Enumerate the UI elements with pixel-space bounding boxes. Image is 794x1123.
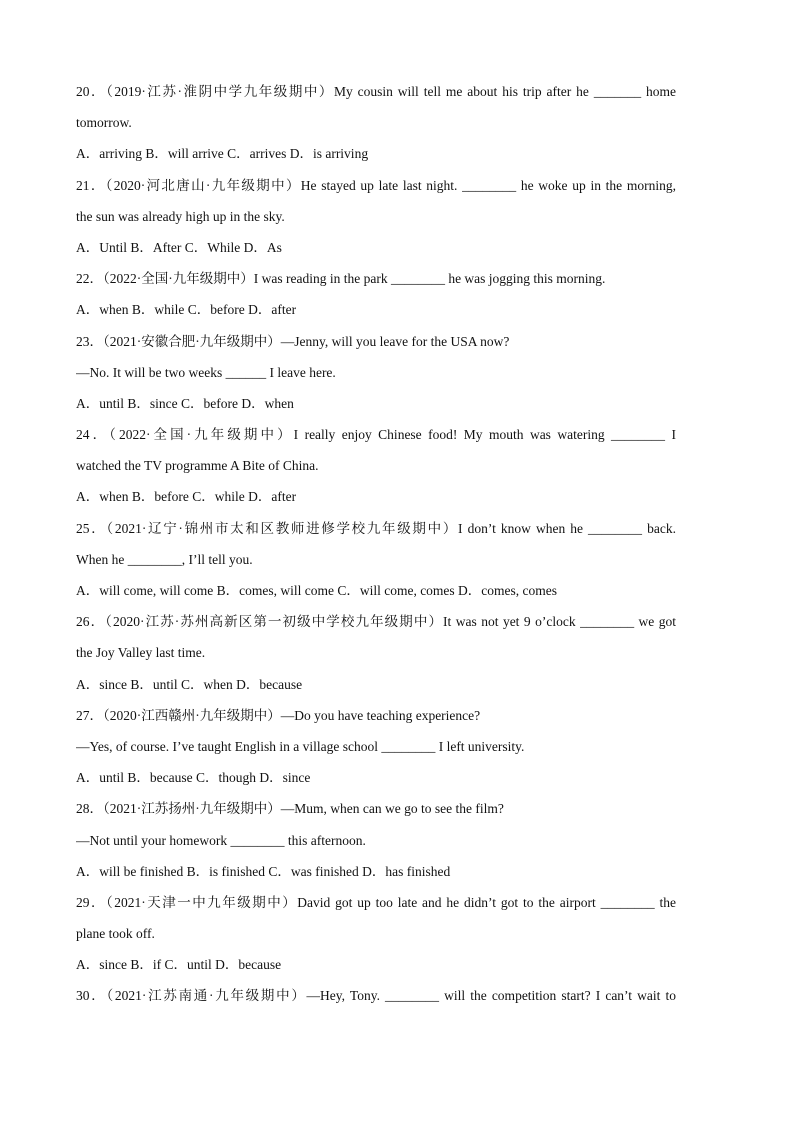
question-stem: —No. It will be two weeks ______ I leave here. bbox=[76, 364, 336, 380]
question-page bbox=[76, 76, 676, 1012]
question-stem: plane took off. bbox=[76, 926, 155, 942]
question-26 bbox=[76, 606, 676, 700]
question-stem: 21．（2020·河北唐山·九年级期中）He stayed up late last night. ________ he woke up in the morning, bbox=[76, 177, 676, 193]
question-stem: —Yes, of course. I’ve taught English in a village school ________ I left university. bbox=[76, 738, 525, 754]
question-stem: the sun was already high up in the sky. bbox=[76, 208, 285, 224]
answer-options: A．will come, will come B．comes, will come C．will come, comes D．comes, comes bbox=[76, 583, 558, 598]
question-stem: 25．（2021·辽宁·锦州市太和区教师进修学校九年级期中）I don’t know when he ________ back. bbox=[76, 520, 676, 536]
question-stem: 28．（2021·江苏扬州·九年级期中）—Mum, when can we go to see the film? bbox=[76, 801, 504, 817]
question-21 bbox=[76, 170, 676, 264]
answer-options: A．until B．because C．though D．since bbox=[76, 770, 311, 786]
answer-options: A．Until B．After C．While D．As bbox=[76, 239, 282, 255]
question-stem: 24．（2022·全国·九年级期中）I really enjoy Chinese food! My mouth was watering ________ I bbox=[76, 427, 676, 443]
answer-options: A．since B．until C．when D．because bbox=[76, 676, 303, 692]
question-28 bbox=[76, 793, 676, 887]
question-stem: When he ________, I’ll tell you. bbox=[76, 551, 253, 567]
question-stem: the Joy Valley last time. bbox=[76, 645, 206, 661]
question-stem: watched the TV programme A Bite of China. bbox=[76, 458, 319, 474]
answer-options: A．will be finished B．is finished C．was finished D．has finished bbox=[76, 863, 451, 879]
answer-options: A．when B．before C．while D．after bbox=[76, 489, 297, 505]
question-20 bbox=[76, 76, 676, 170]
answer-options: A．since B．if C．until D．because bbox=[76, 957, 282, 973]
question-stem: 29．（2021·天津一中九年级期中）David got up too late and he didn’t got to the airport ________ the bbox=[76, 894, 676, 910]
question-30 bbox=[76, 980, 676, 1011]
question-24 bbox=[76, 419, 676, 513]
question-stem: 26．（2020·江苏·苏州高新区第一初级中学校九年级期中）It was not yet 9 o’clock ________ we got bbox=[76, 614, 676, 630]
question-27 bbox=[76, 700, 676, 794]
question-23 bbox=[76, 326, 676, 420]
answer-options: A．until B．since C．before D．when bbox=[76, 395, 294, 411]
question-stem: 27．（2020·江西赣州·九年级期中）—Do you have teaching experience? bbox=[76, 707, 481, 723]
question-stem: 22．（2022·全国·九年级期中）I was reading in the park ________ he was jogging this morning. bbox=[76, 271, 606, 287]
question-stem: tomorrow. bbox=[76, 115, 132, 131]
answer-options: A．when B．while C．before D．after bbox=[76, 302, 297, 318]
answer-options: A．arriving B．will arrive C．arrives D．is arriving bbox=[76, 146, 369, 162]
question-stem: 23．（2021·安徽合肥·九年级期中）—Jenny, will you leave for the USA now? bbox=[76, 333, 510, 349]
question-stem: 20．（2019·江苏·淮阴中学九年级期中）My cousin will tell me about his trip after he _______ home bbox=[76, 84, 676, 99]
question-stem: —Not until your homework ________ this afternoon. bbox=[76, 832, 366, 848]
question-29 bbox=[76, 887, 676, 981]
question-stem: 30．（2021·江苏南通·九年级期中）—Hey, Tony. ________ will the competition start? I can’t wait to bbox=[76, 988, 676, 1004]
question-22 bbox=[76, 263, 676, 325]
question-25 bbox=[76, 513, 676, 607]
